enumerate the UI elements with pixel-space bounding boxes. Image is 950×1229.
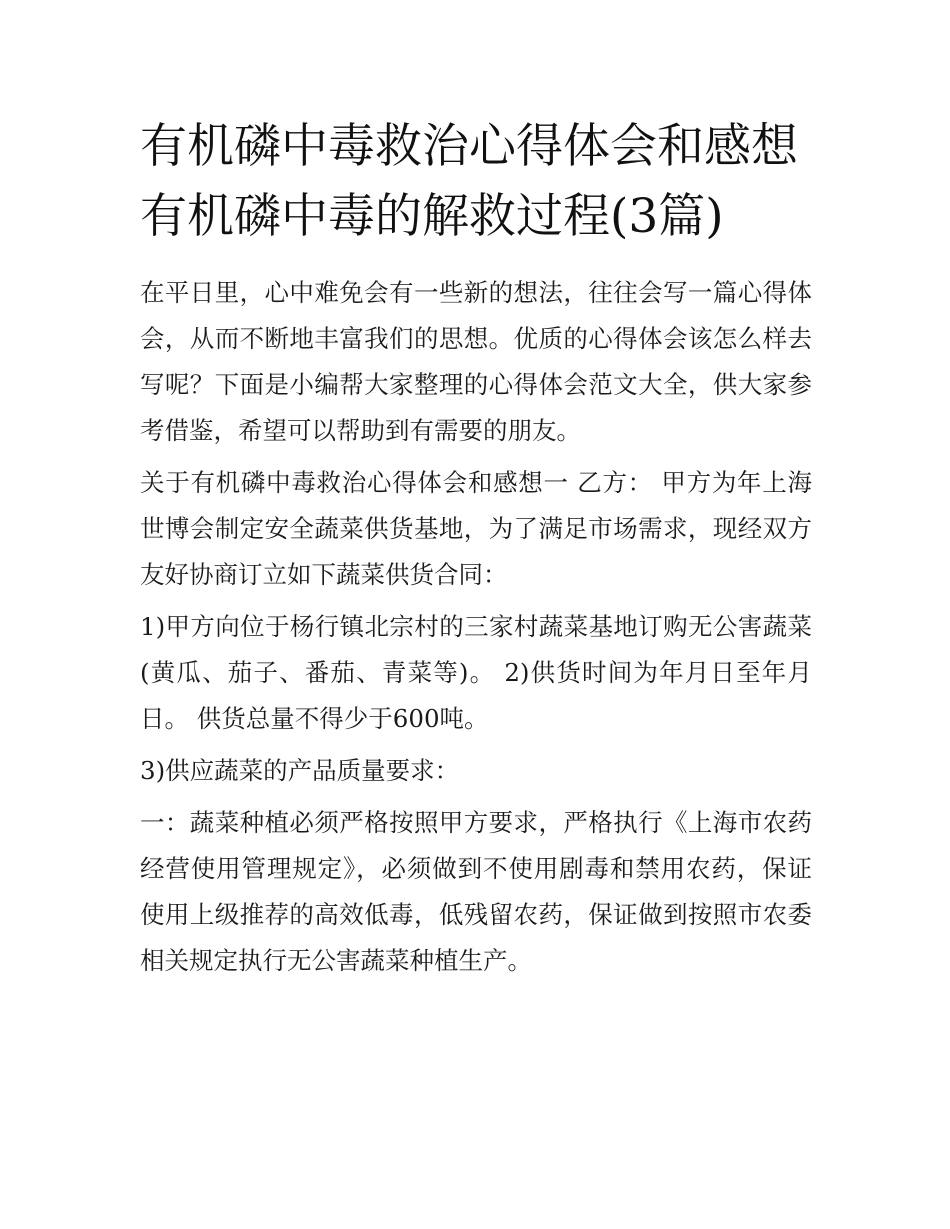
- paragraph-requirement-1: 一：蔬菜种植必须严格按照甲方要求，严格执行《上海市农药经营使用管理规定》，必须做到不使用剧毒和禁用农药，保证使用上级推荐的高效低毒，低残留农药，保证做到按照市农委相关规定执行无公害蔬菜种植生产。: [140, 808, 812, 975]
- paragraph-intro: 在平日里，心中难免会有一些新的想法，往往会写一篇心得体会，从而不断地丰富我们的思想。优质的心得体会该怎么样去写呢？下面是小编帮大家整理的心得体会范文大全，供大家参考借鉴，希望可以帮助到有需要的朋友。: [140, 278, 812, 445]
- paragraph-item-3: 3)供应蔬菜的产品质量要求：: [140, 756, 460, 785]
- paragraph-contract-opening: 关于有机磷中毒救治心得体会和感想一 乙方： 甲方为年上海世博会制定安全蔬菜供货基地，为了满足市场需求，现经双方友好协商订立如下蔬菜供货合同：: [140, 468, 812, 589]
- paragraph-item-1-2: 1)甲方向位于杨行镇北宗村的三家村蔬菜基地订购无公害蔬菜(黄瓜、茄子、番茄、青菜等)。 2)供货时间为年月日至年月日。 供货总量不得少于600吨。: [140, 612, 812, 733]
- document-title: 有机磷中毒救治心得体会和感想 有机磷中毒的解救过程(3篇): [140, 119, 798, 244]
- document-body: [140, 112, 812, 984]
